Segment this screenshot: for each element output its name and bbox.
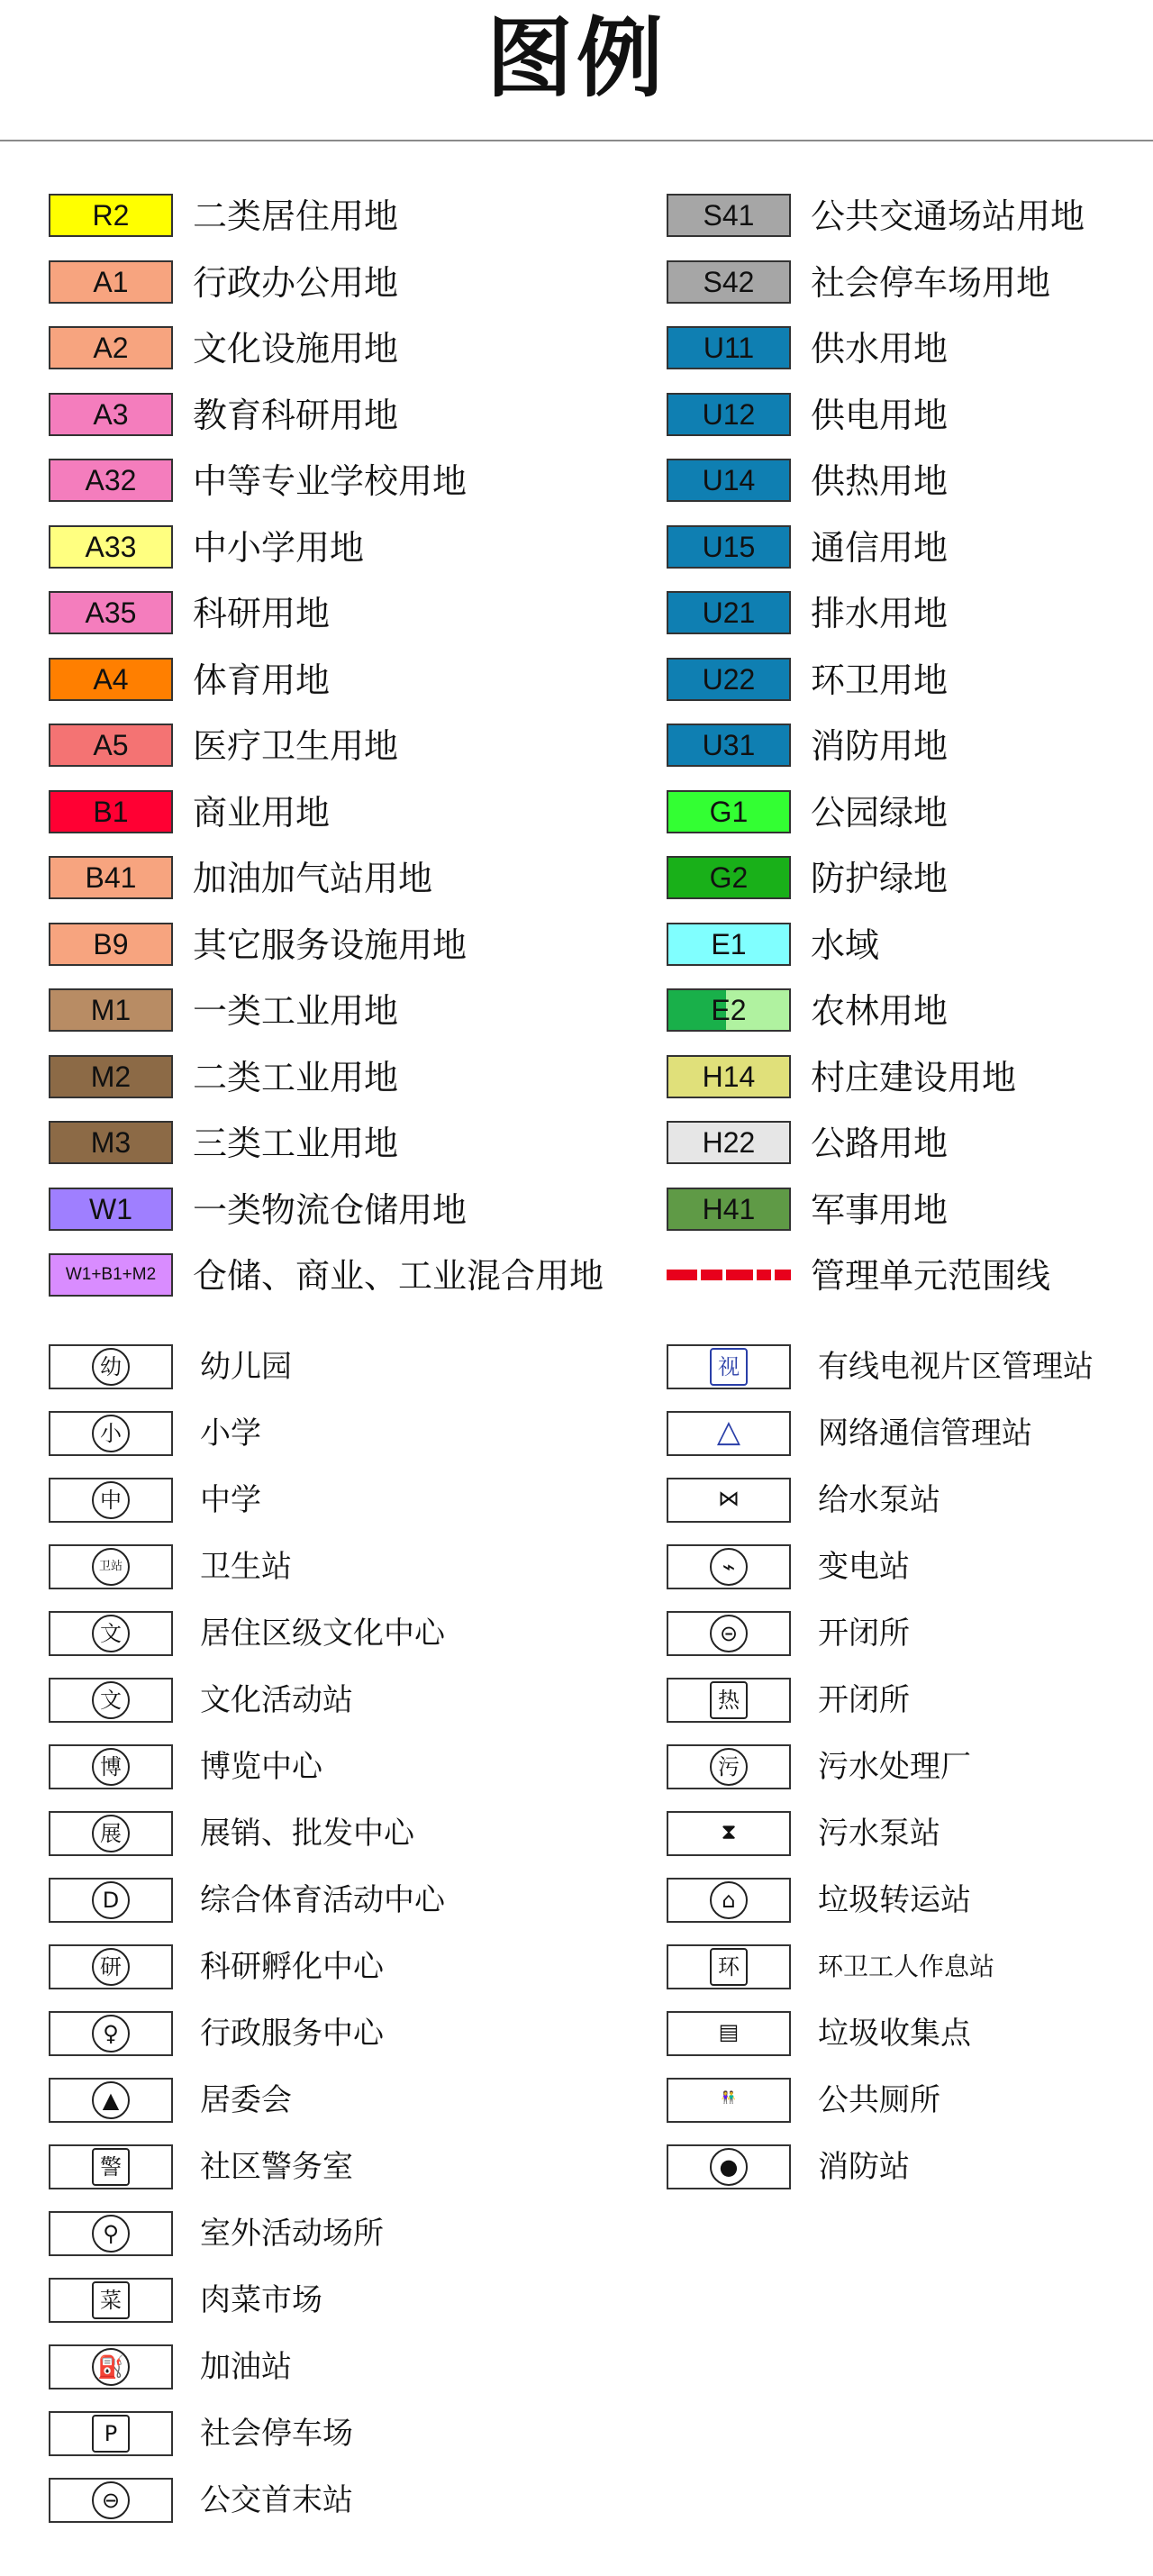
color-swatch (49, 790, 173, 833)
facility-symbol-box (667, 1611, 791, 1656)
swatch-code: H22 (702, 1126, 756, 1159)
swatch-code: M3 (90, 1126, 132, 1159)
facility-label: 居住区级文化中心 (200, 1616, 445, 1652)
legend-row (667, 918, 1153, 972)
facility-label: 环卫工人作息站 (818, 1952, 995, 1981)
outdoor-activity-icon: ⚲ (92, 2215, 130, 2253)
legend-label: 商业用地 (193, 792, 331, 833)
legend-row (667, 851, 1153, 906)
facility-label: 科研孵化中心 (200, 1949, 384, 1985)
facility-symbol-box (49, 1744, 173, 1789)
swatch-code: M1 (90, 994, 132, 1026)
legend-label: 农林用地 (811, 991, 949, 1031)
facility-label: 幼儿园 (200, 1349, 292, 1385)
residents-committee-icon: ▲ (92, 2081, 130, 2119)
legend-row (667, 322, 1153, 376)
middle-school-icon: 中 (92, 1481, 130, 1519)
legend-label: 供电用地 (811, 395, 949, 435)
facility-row (667, 2139, 1153, 2195)
legend-label: 社会停车场用地 (811, 262, 1051, 303)
color-swatch (667, 724, 791, 767)
culture-station-icon: 文 (92, 1681, 130, 1719)
swatch-code: W1+B1+M2 (65, 1265, 157, 1284)
sanitation-rest-icon: 环 (710, 1948, 748, 1986)
color-swatch (49, 260, 173, 304)
color-swatch (49, 326, 173, 369)
facility-symbol-box (667, 1344, 791, 1389)
swatch-code: R2 (92, 199, 130, 232)
legend-label: 供水用地 (811, 329, 949, 369)
legend-label: 一类物流仓储用地 (193, 1189, 468, 1230)
facility-row (49, 2472, 625, 2528)
boundary-legend-row (667, 1249, 1153, 1303)
facility-label: 有线电视片区管理站 (818, 1349, 1094, 1385)
swatch-code: W1 (89, 1192, 132, 1225)
color-swatch (667, 260, 791, 304)
legend-label: 体育用地 (193, 660, 331, 700)
facility-symbol-box (667, 1811, 791, 1856)
facility-label: 博览中心 (200, 1749, 322, 1785)
swatch-code: G2 (709, 861, 749, 894)
legend-row (667, 256, 1153, 310)
legend-label: 二类居住用地 (193, 196, 399, 236)
facility-row (667, 1672, 1153, 1728)
facility-label: 社区警务室 (200, 2149, 353, 2185)
legend-label: 消防用地 (811, 726, 949, 766)
swatch-code: U12 (702, 397, 756, 431)
facility-row (49, 1539, 625, 1595)
facility-label: 中学 (200, 1482, 261, 1518)
legend-row (49, 587, 625, 641)
color-swatch (49, 525, 173, 569)
facility-symbol-box (667, 1944, 791, 1989)
legend-label: 仓储、商业、工业混合用地 (193, 1256, 604, 1296)
color-swatch (667, 525, 791, 569)
facility-row (49, 2206, 625, 2262)
swatch-code: A35 (85, 596, 137, 629)
swatch-code: E2 (711, 994, 747, 1026)
legend-row (667, 984, 1153, 1038)
color-swatch (49, 194, 173, 237)
swatch-code: U21 (702, 596, 756, 629)
facility-row (667, 2006, 1153, 2062)
police-office-icon: 警 (92, 2148, 130, 2186)
color-swatch (49, 1188, 173, 1231)
legend-row (667, 786, 1153, 840)
admin-service-icon: ♀ (92, 2015, 130, 2053)
legend-row (49, 1249, 625, 1303)
heat-station-icon: 热 (710, 1681, 748, 1719)
facility-symbol-box (667, 1411, 791, 1456)
facility-row (49, 1339, 625, 1395)
legend-row (49, 1051, 625, 1105)
swatch-code: U22 (702, 662, 756, 696)
facility-row (667, 2072, 1153, 2128)
facility-row (667, 1806, 1153, 1861)
color-swatch (49, 1055, 173, 1098)
legend-label: 排水用地 (811, 594, 949, 633)
facility-label: 肉菜市场 (200, 2282, 322, 2318)
legend-row (49, 851, 625, 906)
facility-label: 污水泵站 (818, 1816, 940, 1852)
facility-row (667, 1739, 1153, 1795)
swatch-code: U14 (702, 464, 756, 496)
legend-row (49, 653, 625, 707)
legend-row (667, 719, 1153, 773)
facility-row (49, 2272, 625, 2328)
legend-label: 医疗卫生用地 (193, 726, 399, 766)
facility-label: 文化活动站 (200, 1682, 353, 1718)
swatch-code: U11 (703, 332, 755, 364)
color-swatch (49, 1253, 173, 1297)
legend-label: 环卫用地 (811, 660, 949, 700)
legend-label: 管理单元范围线 (811, 1256, 1051, 1296)
facility-label: 公交首末站 (200, 2482, 353, 2518)
color-swatch (49, 459, 173, 502)
parking-icon: P (92, 2415, 130, 2453)
facility-row (49, 2072, 625, 2128)
legend-row (49, 1116, 625, 1170)
swatch-code: A32 (85, 464, 137, 496)
color-swatch (49, 856, 173, 899)
facility-symbol-box (49, 1811, 173, 1856)
facility-label: 室外活动场所 (200, 2216, 384, 2252)
facility-row (667, 1606, 1153, 1661)
facility-row (49, 2139, 625, 2195)
facility-symbol-box (667, 1544, 791, 1589)
legend-label: 供热用地 (811, 461, 949, 501)
legend-title: 图例 (486, 8, 667, 109)
facility-label: 公共厕所 (818, 2082, 940, 2118)
legend-row (667, 1116, 1153, 1170)
legend-row (49, 388, 625, 442)
substation-icon: ⌁ (710, 1548, 748, 1586)
facility-row (49, 1472, 625, 1528)
color-swatch (667, 1121, 791, 1164)
legend-row (49, 256, 625, 310)
facility-symbol-box (49, 2211, 173, 2256)
legend-row (667, 454, 1153, 508)
facility-label: 小学 (200, 1415, 261, 1452)
facility-symbol-box (49, 2078, 173, 2123)
facility-symbol-box (49, 1678, 173, 1723)
facility-symbol-box (667, 1678, 791, 1723)
facility-symbol-box (49, 2344, 173, 2389)
swatch-code: A2 (93, 332, 129, 364)
facility-row (49, 1939, 625, 1995)
legend-row (49, 189, 625, 243)
legend-row (49, 918, 625, 972)
network-station-icon: △ (716, 1414, 741, 1450)
color-swatch (49, 591, 173, 634)
swatch-code: B1 (93, 795, 129, 828)
facility-label: 给水泵站 (818, 1482, 940, 1518)
legend-row (667, 521, 1153, 575)
swatch-code: M2 (90, 1060, 132, 1093)
swatch-code: U31 (702, 729, 756, 761)
facility-symbol-box (49, 1878, 173, 1923)
swatch-code: B41 (85, 861, 137, 894)
facility-row (49, 2339, 625, 2395)
expo-center-icon: 博 (92, 1748, 130, 1786)
facility-label: 综合体育活动中心 (200, 1882, 445, 1918)
color-swatch (667, 988, 791, 1032)
facility-symbol-box (49, 1611, 173, 1656)
legend-label: 公路用地 (811, 1124, 949, 1163)
facility-row (667, 1872, 1153, 1928)
facility-label: 开闭所 (818, 1616, 910, 1652)
legend-label: 防护绿地 (811, 859, 949, 898)
facility-symbol-box (667, 2078, 791, 2123)
legend-label: 通信用地 (811, 527, 949, 568)
color-swatch (667, 459, 791, 502)
switching-station-icon: ⊝ (710, 1615, 748, 1652)
exhibition-icon: 展 (92, 1815, 130, 1852)
legend-label: 二类工业用地 (193, 1057, 399, 1097)
color-swatch (667, 393, 791, 436)
facility-symbol-box (667, 2144, 791, 2189)
legend-row (49, 984, 625, 1038)
facility-label: 垃圾转运站 (818, 1882, 971, 1918)
kindergarten-icon: 幼 (92, 1348, 130, 1386)
legend-row (49, 1183, 625, 1237)
facility-symbol-box (667, 2011, 791, 2056)
color-swatch (667, 194, 791, 237)
color-swatch (49, 1121, 173, 1164)
color-swatch (667, 790, 791, 833)
facility-label: 网络通信管理站 (818, 1415, 1032, 1452)
legend-label: 军事用地 (811, 1189, 949, 1230)
legend-row (667, 587, 1153, 641)
legend-label: 加油加气站用地 (193, 859, 433, 898)
legend-row (667, 388, 1153, 442)
swatch-code: A33 (85, 530, 137, 563)
facility-symbol-box (49, 2144, 173, 2189)
swatch-code: G1 (709, 795, 749, 828)
swatch-code: A4 (93, 662, 129, 696)
legend-label: 行政办公用地 (193, 262, 399, 303)
facility-symbol-box (49, 2278, 173, 2323)
sports-center-icon: D (92, 1881, 130, 1919)
legend-label: 其它服务设施用地 (193, 924, 468, 965)
legend-row (49, 719, 625, 773)
culture-center-icon: 文 (92, 1615, 130, 1652)
facility-label: 污水处理厂 (818, 1749, 971, 1785)
legend-row (667, 189, 1153, 243)
facility-label: 开闭所 (818, 1682, 910, 1718)
research-incubator-icon: 研 (92, 1948, 130, 1986)
swatch-code: U15 (702, 530, 756, 563)
color-swatch (49, 393, 173, 436)
facility-row (49, 1672, 625, 1728)
cable-tv-icon: 视 (710, 1348, 748, 1386)
facility-symbol-box (49, 2411, 173, 2456)
facility-row (49, 1606, 625, 1661)
facility-label: 行政服务中心 (200, 2016, 384, 2052)
color-swatch (49, 724, 173, 767)
facility-row (49, 1872, 625, 1928)
facility-label: 展销、批发中心 (200, 1816, 414, 1852)
facility-label: 消防站 (818, 2149, 910, 2185)
swatch-code: S42 (703, 265, 755, 298)
legend-row (667, 653, 1153, 707)
primary-school-icon: 小 (92, 1415, 130, 1452)
facility-row (667, 1539, 1153, 1595)
legend-label: 中小学用地 (193, 527, 365, 568)
facility-row (49, 2006, 625, 2062)
facility-symbol-box (49, 2011, 173, 2056)
color-swatch (667, 658, 791, 701)
color-swatch (667, 923, 791, 966)
facility-symbol-box (49, 2478, 173, 2523)
facility-label: 社会停车场 (200, 2416, 353, 2452)
color-swatch (667, 1188, 791, 1231)
legend-label: 公共交通场站用地 (811, 196, 1085, 236)
facility-symbol-box (49, 1411, 173, 1456)
facility-symbol-box (49, 1478, 173, 1523)
legend-label: 水域 (811, 924, 880, 965)
legend-row (49, 786, 625, 840)
facility-label: 居委会 (200, 2082, 292, 2118)
color-swatch (667, 1055, 791, 1098)
garbage-transfer-icon: ⌂ (710, 1881, 748, 1919)
facility-label: 垃圾收集点 (818, 2016, 971, 2052)
color-swatch (667, 326, 791, 369)
swatch-code: A5 (93, 729, 129, 761)
color-swatch (667, 856, 791, 899)
legend-row (49, 322, 625, 376)
facility-label: 卫生站 (200, 1549, 292, 1585)
legend-row (49, 454, 625, 508)
facility-symbol-box (49, 1344, 173, 1389)
facility-symbol-box (667, 1478, 791, 1523)
public-toilet-icon: 👫 (721, 2091, 737, 2105)
swatch-code: S41 (703, 199, 755, 232)
fire-station-icon: ● (710, 2148, 748, 2186)
sewage-pump-icon: ⧗ (721, 1819, 737, 1844)
legend-label: 村庄建设用地 (811, 1057, 1017, 1097)
facility-symbol-box (49, 1544, 173, 1589)
facility-row (49, 1739, 625, 1795)
boundary-line-swatch (667, 1263, 791, 1287)
legend-row (49, 521, 625, 575)
swatch-code: H41 (702, 1192, 756, 1225)
facility-row (49, 1406, 625, 1461)
title-divider (0, 140, 1153, 141)
swatch-code: A1 (93, 265, 129, 298)
legend-label: 中等专业学校用地 (193, 461, 468, 501)
facility-row (667, 1339, 1153, 1395)
water-pump-icon: ⋈ (718, 1486, 740, 1511)
facility-symbol-box (667, 1744, 791, 1789)
legend-label: 公园绿地 (811, 792, 949, 833)
garbage-point-icon: ▤ (718, 2019, 740, 2044)
facility-symbol-box (49, 1944, 173, 1989)
facility-label: 变电站 (818, 1549, 910, 1585)
health-station-icon: 卫站 (92, 1548, 130, 1586)
legend-label: 文化设施用地 (193, 329, 399, 369)
legend-row (667, 1183, 1153, 1237)
sewage-plant-icon: 污 (710, 1748, 748, 1786)
color-swatch (49, 988, 173, 1032)
swatch-code: B9 (93, 927, 129, 960)
facility-row (667, 1406, 1153, 1461)
legend-label: 一类工业用地 (193, 991, 399, 1031)
color-swatch (49, 923, 173, 966)
market-icon: 菜 (92, 2281, 130, 2319)
legend-row (667, 1051, 1153, 1105)
facility-label: 加油站 (200, 2349, 292, 2385)
legend-label: 科研用地 (193, 594, 331, 633)
legend-label: 教育科研用地 (193, 395, 399, 435)
facility-row (667, 1472, 1153, 1528)
swatch-code: E1 (711, 927, 747, 960)
bus-terminal-icon: ⊖ (92, 2481, 130, 2519)
color-swatch (667, 591, 791, 634)
facility-symbol-box (667, 1878, 791, 1923)
swatch-code: H14 (702, 1060, 756, 1093)
legend-label: 三类工业用地 (193, 1124, 399, 1163)
facility-row (49, 2406, 625, 2462)
facility-row (667, 1939, 1153, 1995)
swatch-code: A3 (93, 397, 129, 431)
gas-station-icon: ⛽ (92, 2348, 130, 2386)
color-swatch (49, 658, 173, 701)
facility-row (49, 1806, 625, 1861)
